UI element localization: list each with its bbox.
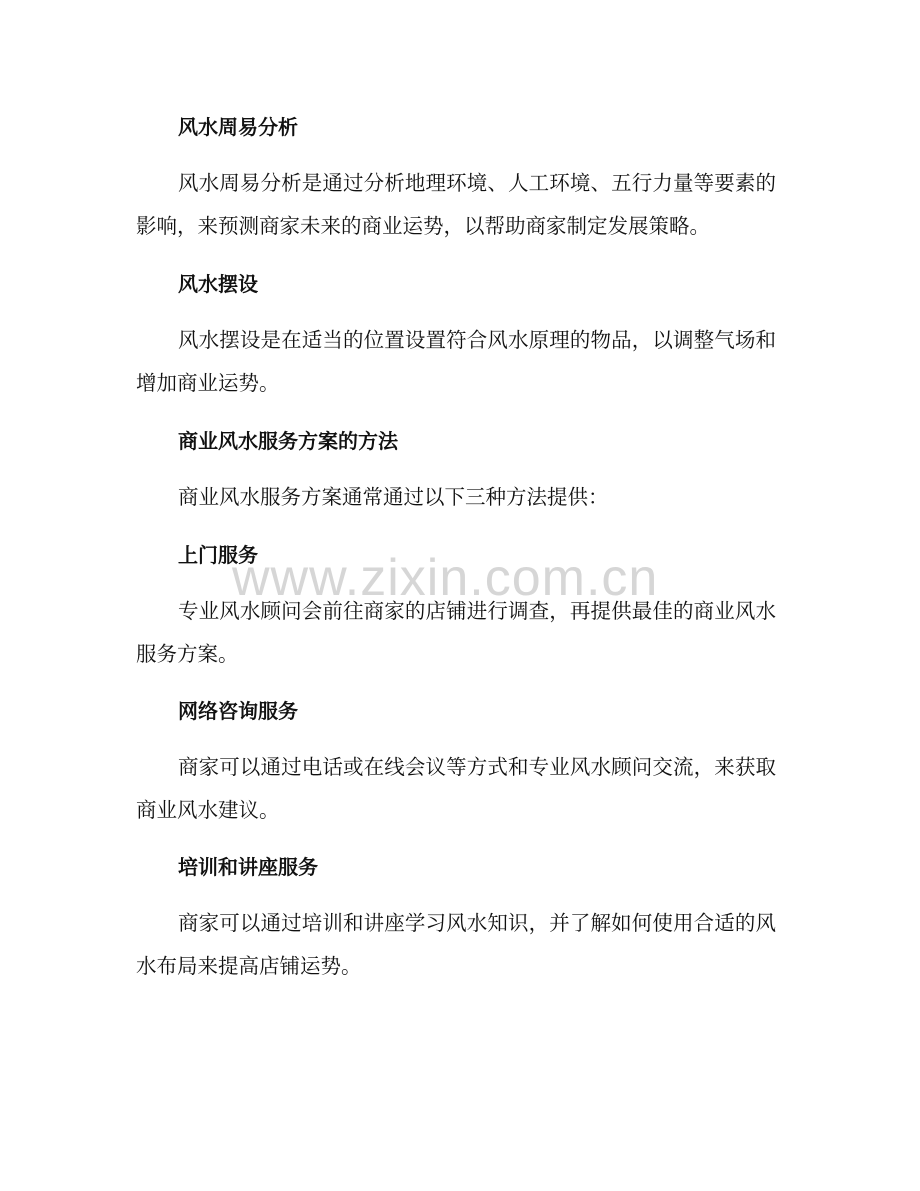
section-heading-service-methods: 商业风水服务方案的方法 <box>178 429 398 453</box>
section-heading-fengshui-zhouyi-analysis: 风水周易分析 <box>178 115 298 139</box>
section-heading-onsite-service: 上门服务 <box>178 543 258 567</box>
section-heading-fengshui-arrangement: 风水摆设 <box>178 272 258 296</box>
section-body-onsite-service: 专业风水顾问会前往商家的店铺进行调查，再提供最佳的商业风水服务方案。 <box>136 599 776 666</box>
section-heading-training-lectures: 培训和讲座服务 <box>178 855 318 879</box>
section-body-service-methods: 商业风水服务方案通常通过以下三种方法提供： <box>178 485 609 509</box>
section-body-online-consulting: 商家可以通过电话或在线会议等方式和专业风水顾问交流，来获取商业风水建议。 <box>136 755 776 822</box>
section-body-training-lectures: 商家可以通过培训和讲座学习风水知识，并了解如何使用合适的风水布局来提高店铺运势。 <box>136 911 776 978</box>
watermark-text: www.zixin.com.cn <box>232 549 659 607</box>
section-body-fengshui-zhouyi-analysis: 风水周易分析是通过分析地理环境、人工环境、五行力量等要素的影响，来预测商家未来的商业运势，以帮助商家制定发展策略。 <box>136 171 776 238</box>
section-body-fengshui-arrangement: 风水摆设是在适当的位置设置符合风水原理的物品，以调整气场和增加商业运势。 <box>136 328 776 395</box>
section-heading-online-consulting: 网络咨询服务 <box>178 699 298 723</box>
